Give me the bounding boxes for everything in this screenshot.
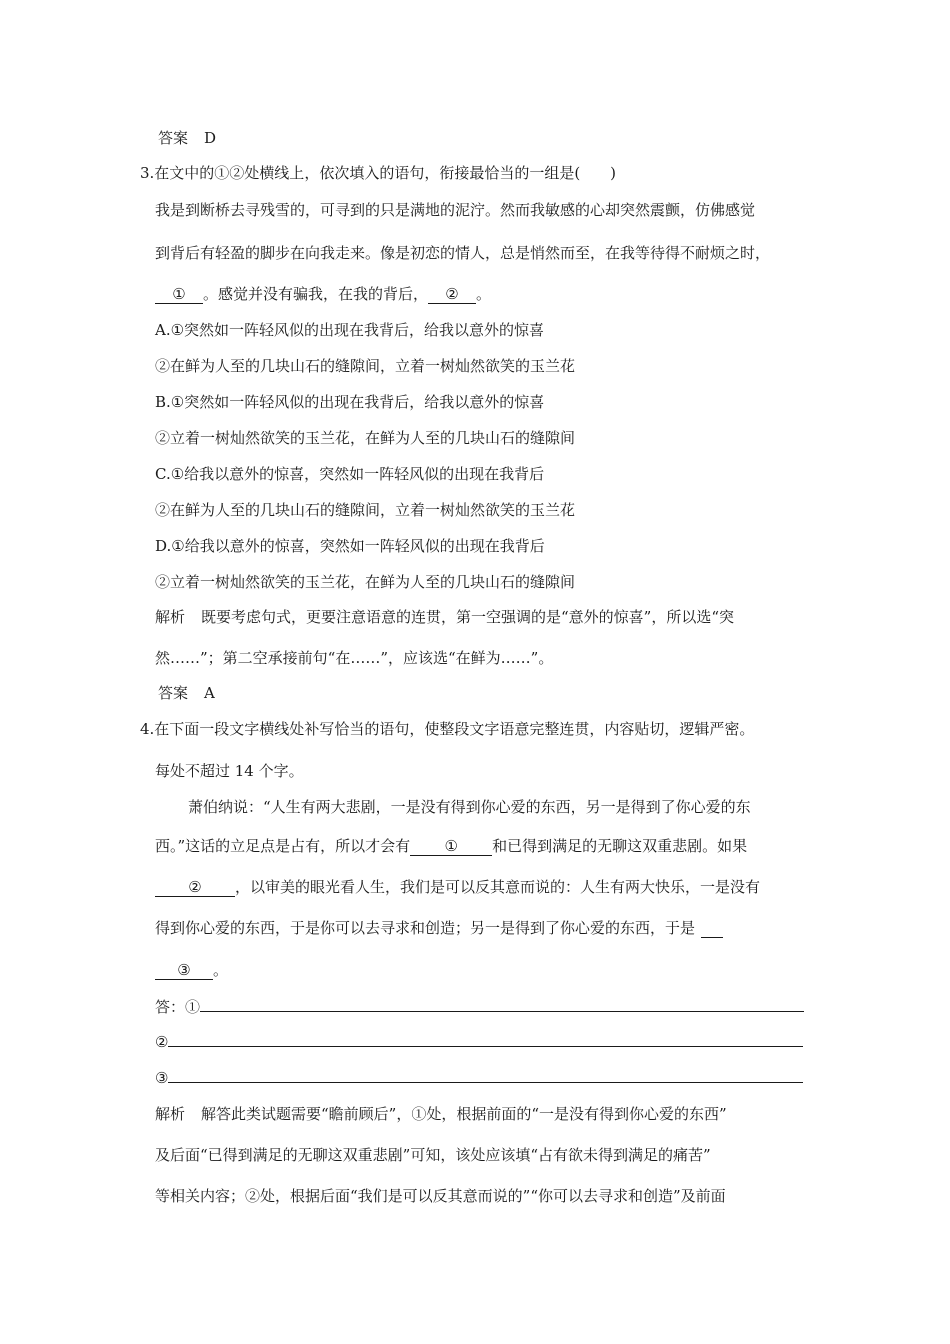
answer-value: A bbox=[204, 684, 215, 702]
passage-end: 。 bbox=[476, 285, 492, 303]
option-d-1: D.①给我以意外的惊喜，突然如一阵轻风似的出现在我背后 bbox=[155, 537, 545, 555]
passage-text: 。感觉并没有骗我，在我的背后， bbox=[203, 285, 429, 303]
q3-passage-line-1: 我是到断桥去寻残雪的，可寻到的只是满地的泥泞。然而我敏感的心却突然震颤，仿佛感觉 bbox=[155, 201, 756, 219]
q3-passage-line-2: 到背后有轻盈的脚步在向我走来。像是初恋的情人，总是悄然而至，在我等待得不耐烦之时， bbox=[155, 244, 771, 262]
passage-text: ，以审美的眼光看人生，我们是可以反其意而说的：人生有两大快乐，一是没有 bbox=[235, 878, 761, 896]
q4-passage-line-5 bbox=[155, 960, 228, 980]
answer-rule-1 bbox=[200, 997, 804, 1012]
q4-answer-line-1 bbox=[155, 997, 804, 1017]
answer-value: D bbox=[204, 129, 217, 147]
option-c-1: C.①给我以意外的惊喜，突然如一阵轻风似的出现在我背后 bbox=[155, 465, 545, 483]
blank-3-start bbox=[701, 919, 723, 938]
q4-stem-line-2: 每处不超过 14 个字。 bbox=[155, 762, 304, 780]
q4-answer-line-2 bbox=[155, 1032, 803, 1052]
answer-label: 答案 bbox=[158, 129, 189, 147]
analysis-text: 既要考虑句式，更要注意语意的连贯，第一空强调的是“意外的惊喜”，所以选“突 bbox=[201, 608, 735, 626]
q4-passage-line-1: 萧伯纳说：“人生有两大悲剧，一是没有得到你心爱的东西，另一是得到了你心爱的东 bbox=[188, 798, 751, 816]
answer-mark-1: ① bbox=[185, 998, 201, 1016]
q4-passage-line-3 bbox=[155, 877, 760, 897]
q3-stem: 3.在文中的①②处横线上，依次填入的语句，衔接最恰当的一组是( ) bbox=[140, 164, 617, 182]
option-b-2: ②立着一树灿然欲笑的玉兰花，在鲜为人至的几块山石的缝隙间 bbox=[155, 429, 576, 447]
q4-analysis-line-2: 及后面“已得到满足的无聊这双重悲剧”可知，该处应该填“占有欲未得到满足的痛苦” bbox=[155, 1146, 711, 1164]
answer-rule-2 bbox=[168, 1032, 803, 1047]
q3-passage-line-3 bbox=[155, 284, 491, 304]
passage-text: 和已得到满足的无聊这双重悲剧。如果 bbox=[492, 837, 748, 855]
answer-prefix: 答： bbox=[155, 998, 186, 1016]
analysis-text: 解答此类试题需要“瞻前顾后”，①处，根据前面的“一是没有得到你心爱的东西” bbox=[201, 1105, 727, 1123]
option-c-2: ②在鲜为人至的几块山石的缝隙间，立着一树灿然欲笑的玉兰花 bbox=[155, 501, 576, 519]
analysis-label: 解析 bbox=[155, 1105, 186, 1123]
blank-2: ② bbox=[428, 285, 476, 304]
passage-text: 西。”这话的立足点是占有，所以才会有 bbox=[155, 837, 411, 855]
blank-1: ① bbox=[155, 285, 203, 304]
analysis-label: 解析 bbox=[155, 608, 186, 626]
q4-stem-line-1: 4.在下面一段文字横线处补写恰当的语句，使整段文字语意完整连贯，内容贴切，逻辑严密。 bbox=[140, 720, 755, 738]
q3-analysis-line-2: 然……”；第二空承接前句“在……”，应该选“在鲜为……”。 bbox=[155, 649, 554, 667]
option-d-2: ②立着一树灿然欲笑的玉兰花，在鲜为人至的几块山石的缝隙间 bbox=[155, 573, 576, 591]
q4-analysis-line-1 bbox=[155, 1104, 727, 1124]
passage-text: 得到你心爱的东西，于是你可以去寻求和创造；另一是得到了你心爱的东西，于是 bbox=[155, 919, 696, 937]
blank-1: ① bbox=[410, 837, 492, 856]
q3-answer bbox=[158, 683, 215, 703]
answer-label: 答案 bbox=[158, 684, 189, 702]
option-a-2: ②在鲜为人至的几块山石的缝隙间，立着一树灿然欲笑的玉兰花 bbox=[155, 357, 576, 375]
answer-mark-2: ② bbox=[155, 1033, 169, 1051]
q3-analysis-line-1 bbox=[155, 607, 734, 627]
option-b-1: B.①突然如一阵轻风似的出现在我背后，给我以意外的惊喜 bbox=[155, 393, 545, 411]
q4-passage-line-4 bbox=[155, 918, 723, 938]
answer-mark-3: ③ bbox=[155, 1069, 169, 1087]
q4-analysis-line-3: 等相关内容；②处，根据后面“我们是可以反其意而说的”“你可以去寻求和创造”及前面 bbox=[155, 1187, 726, 1205]
q4-passage-line-2 bbox=[155, 836, 747, 856]
answer-rule-3 bbox=[168, 1068, 803, 1083]
q4-answer-line-3 bbox=[155, 1068, 803, 1088]
option-a-1: A.①突然如一阵轻风似的出现在我背后，给我以意外的惊喜 bbox=[155, 321, 545, 339]
passage-end: 。 bbox=[213, 961, 229, 979]
q2-answer bbox=[158, 128, 216, 148]
blank-3: ③ bbox=[155, 961, 213, 980]
blank-2: ② bbox=[155, 878, 235, 897]
